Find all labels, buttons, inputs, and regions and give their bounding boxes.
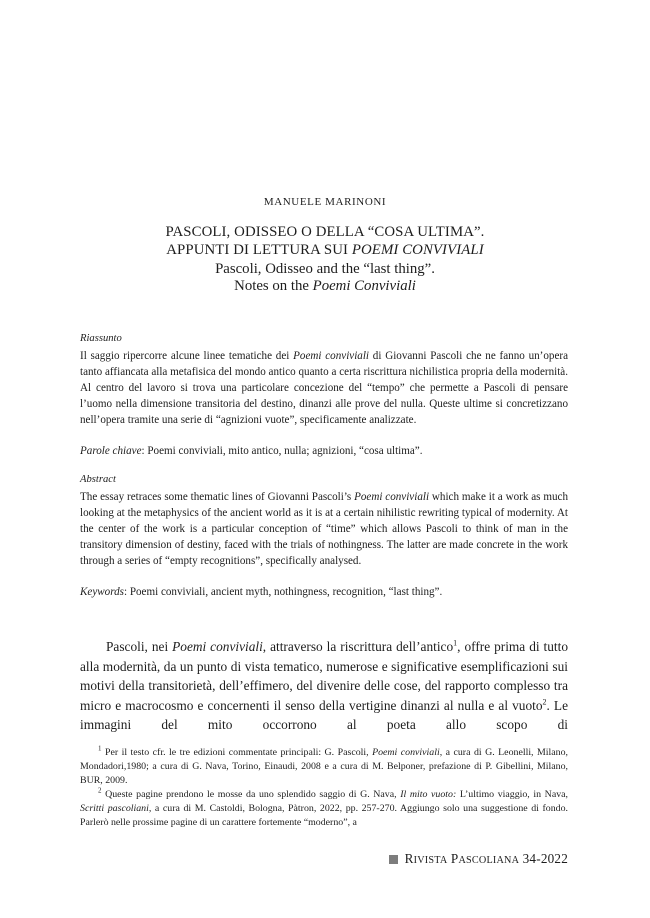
parole-chiave: Parole chiave: Poemi conviviali, mito antico, nulla; agnizioni, “cosa ultima”. (80, 445, 423, 457)
riassunto-label: Riassunto (80, 333, 122, 344)
title-line-1: PASCOLI, ODISSEO O DELLA “COSA ULTIMA”. (165, 224, 485, 240)
article-title (60, 223, 590, 259)
riassunto-text: Il saggio ripercorre alcune linee tematiche dei Poemi conviviali di Giovanni Pascoli che ne fanno un’opera tanto affiancata alla metafisica del mondo antico quanto a certa riscrittura nichilistica propria della modernità. Al centro del lavoro si trova una particolare concezione del “tempo” che permette a Pascoli di pensare l’uomo nella dimensione transitoria del destino, dinanzi alle prove del nulla. Queste ultime si concretizzano nell’opera tramite una serie di “agnizioni vuote”, specificamente analizzate. (80, 350, 568, 426)
body-paragraph: Pascoli, nei Poemi conviviali, attraverso la riscrittura dell’antico$^1$, offre prima di tutto alla modernità, da un punto di vista tematico, numerose e significative esemplificazioni sui motivi della transitorietà, dell’effimero, del divenire delle cose, del rapporto complesso tra micro e macrocosmo e concernenti il senso della vertigine dinanzi al nulla e al vuoto$^2$. Le immagini del mito occorrono al poeta allo scopo di (80, 638, 569, 733)
keywords: Keywords: Poemi conviviali, ancient myth, nothingness, recognition, “last thing”. (80, 586, 443, 598)
subtitle-line-1: Pascoli, Odisseo and the “last thing”. (215, 261, 435, 277)
footnote-2: $^2$ Queste pagine prendono le mosse da uno splendido saggio di G. Nava, Il mito vuoto: L’ultimo viaggio, in Nava, Scritti pascoliani, a cura di M. Castoldi, Bologna, Pàtron, 2022, pp. 257-270. Aggiungo solo una suggestione di fondo. Parlerò nelle prossime pagine di un carattere fortemente “moderno”, a (80, 786, 568, 828)
footer-square-icon (389, 855, 398, 864)
article-subtitle (60, 261, 590, 295)
abstract-text: The essay retraces some thematic lines of Giovanni Pascoli’s Poemi conviviali which make it a work as much looking at the metaphysics of the ancient world as it is at a certain nihilistic rewriting typical of modernity. At the center of the work is a particular conception of “time” which allows Pascoli to think of man in the transitory dimension of destiny, faced with the trials of nothingness. The latter are made concrete in the work through a series of “empty recognitions”, specifically analysed. (80, 491, 568, 567)
title-line-2: APPUNTI DI LETTURA SUI POEMI CONVIVIALI (166, 242, 484, 258)
journal-issue: 34-2022 (522, 851, 568, 866)
running-footer (389, 851, 568, 867)
footnote-1: $^1$ Per il testo cfr. le tre edizioni commentate principali: G. Pascoli, Poemi conviviali, a cura di G. Leonelli, Milano, Mondadori,1980; a cura di G. Nava, Torino, Einaudi, 2008 e a cura di M. Belponer, prefazione di P. Gibellini, Milano, BUR, 2009. (80, 744, 568, 786)
journal-name: RIVISTA PASCOLIANA (404, 851, 520, 866)
author-name: MANUELE MARINONI (263, 196, 387, 208)
subtitle-line-2: Notes on the Poemi Conviviali (234, 278, 416, 294)
abstract-label: Abstract (80, 474, 116, 485)
